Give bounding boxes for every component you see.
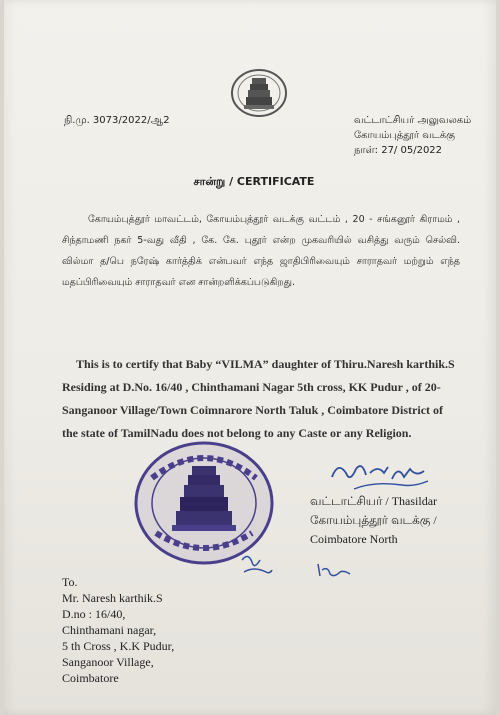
office-line-1: வட்டாட்சியர் அலுவலகம்	[354, 115, 472, 126]
signatory-office: கோயம்புத்தூர் வடக்கு / Coimbatore North	[310, 513, 437, 546]
tahsildar-signature-icon	[324, 455, 434, 495]
certificate-paper	[4, 0, 496, 715]
english-certificate-text: This is to certify that Baby “VILMA” daughter of Thiru.Naresh karthik.S Residing at D.No. 16/40 , Chinthamani Nagar 5th cross, KK Pudur , of 20-Sanganoor Village/Town Coimnarore North Taluk , Coimbatore District of the state of TamilNadu does not belong to any Caste or any Religion.	[62, 357, 455, 440]
address-line: D.no : 16/40,	[62, 607, 126, 621]
address-line: To.	[62, 575, 78, 589]
address-line: 5 th Cross , K.K Pudur,	[62, 639, 175, 653]
address-line: Chinthamani nagar,	[62, 623, 157, 637]
signatory-title: வட்டாட்சியர் / Thasildar	[310, 494, 438, 508]
address-line: Mr. Naresh karthik.S	[62, 591, 163, 605]
tamil-certificate-text: கோயம்புத்தூர் மாவட்டம், கோயம்புத்தூர் வடக்கு வட்டம் , 20 - சங்கனூர் கிராமம் , சிந்தாமணி நகர் 5-வது வீதி , கே. கே. புதூர் என்ற முகவரியில் வசித்து வரும் செல்வி. வில்மா த/பெ நரேஷ் கார்த்திக் என்பவர் எந்த ஜாதிபிரிவையும் சாராதவர் மற்றும் எந்த மதப்பிரிவையும் சாராதவர் என சான்றளிக்கப்படுகிறது.	[62, 214, 460, 288]
office-seal-icon	[132, 438, 277, 568]
office-line-2: கோயம்புத்தூர் வடக்கு	[354, 130, 455, 141]
reference-number: நி.மு. 3073/2022/ஆ2	[64, 115, 170, 126]
recipient-address	[62, 574, 174, 686]
issue-date: நாள்: 27/ 05/2022	[354, 145, 443, 156]
signatory-block	[310, 492, 496, 549]
address-line: Coimbatore	[62, 671, 119, 685]
address-line: Sanganoor Village,	[62, 655, 154, 669]
initial-mark-icon	[314, 560, 354, 582]
state-emblem-icon	[230, 68, 288, 118]
certificate-title: சான்று / CERTIFICATE	[193, 175, 315, 188]
issuing-office	[354, 113, 471, 158]
initial-signature-icon	[236, 550, 276, 582]
